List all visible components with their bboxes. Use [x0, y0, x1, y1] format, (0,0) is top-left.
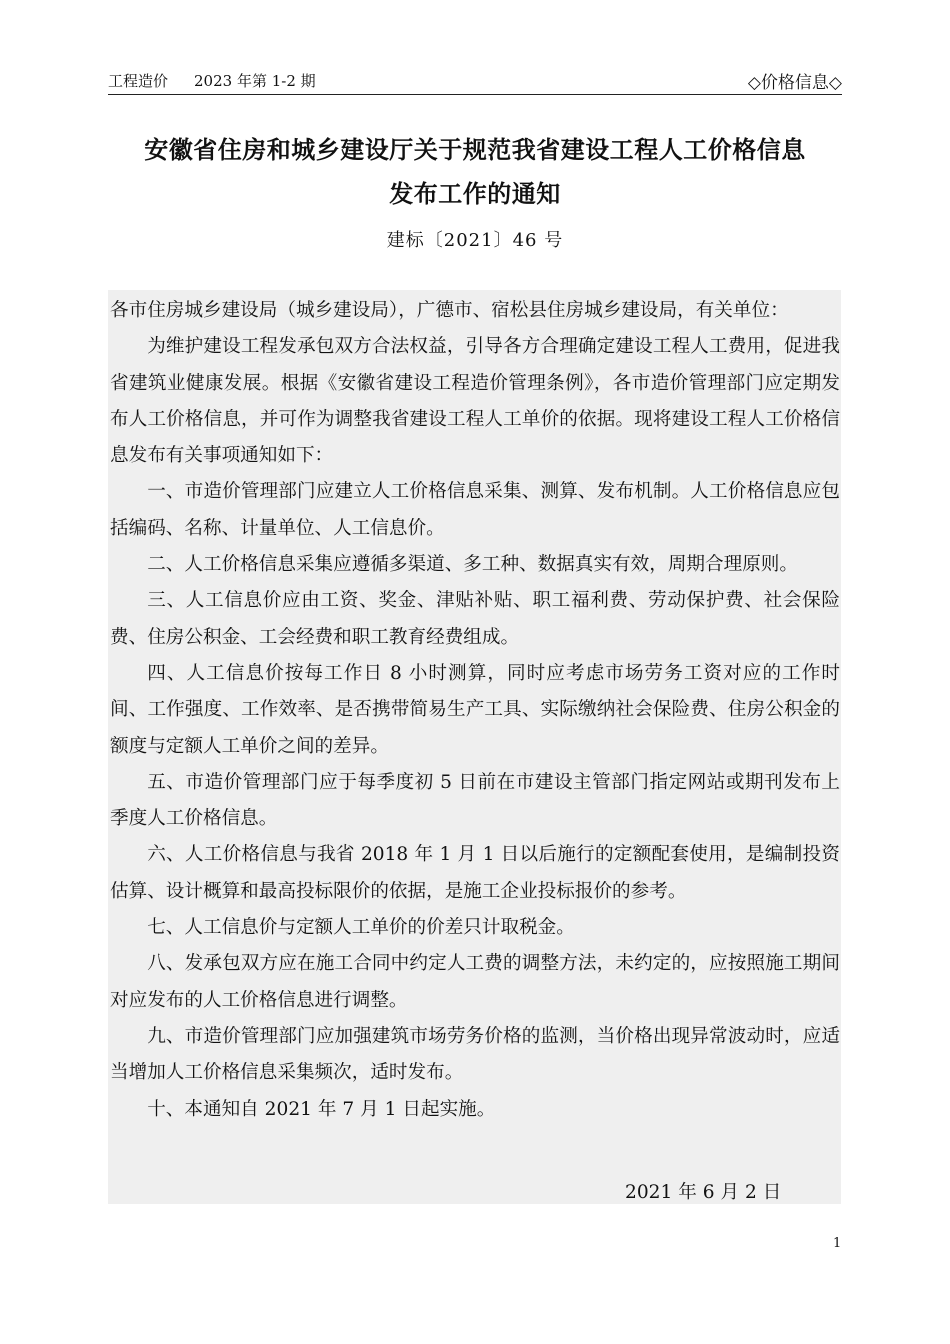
- item-7: 七、人工信息价与定额人工单价的价差只计取税金。: [147, 917, 575, 939]
- issue-date: 2021 年 6 月 2 日: [625, 1182, 782, 1203]
- section-label: ◇价格信息◇: [747, 73, 842, 93]
- document-number: 建标〔2021〕46 号: [386, 230, 564, 251]
- item-3: 三、人工信息价应由工资、奖金、津贴补贴、职工福利费、劳动保护费、社会保险费、住房公积金、工会经费和职工教育经费组成。: [110, 590, 840, 648]
- item-8: 八、发承包双方应在施工合同中约定人工费的调整方法，未约定的，应按照施工期间对应发布的人工价格信息进行调整。: [110, 953, 840, 1011]
- notice-body: [110, 293, 840, 1128]
- item-6: 六、人工价格信息与我省 2018 年 1 月 1 日以后施行的定额配套使用，是编制投资估算、设计概算和最高投标限价的依据，是施工企业投标报价的参考。: [110, 844, 840, 902]
- addressee: 各市住房城乡建设局（城乡建设局），广德市、宿松县住房城乡建设局，有关单位：: [110, 300, 789, 321]
- item-10: 十、本通知自 2021 年 7 月 1 日起实施。: [147, 1098, 496, 1120]
- notice-title: [100, 128, 850, 216]
- item-4: 四、人工信息价按每工作日 8 小时测算，同时应考虑市场劳务工资对应的工作时间、工作强度、工作效率、是否携带简易生产工具、实际缴纳社会保险费、住房公积金的额度与定额人工单价之间的差异。: [110, 662, 840, 757]
- issue-number: 2023 年第 1-2 期: [194, 72, 316, 90]
- title-line-1: 安徽省住房和城乡建设厅关于规范我省建设工程人工价格信息: [144, 136, 806, 164]
- page-header: [108, 68, 842, 95]
- item-1: 一、市造价管理部门应建立人工价格信息采集、测算、发布机制。人工价格信息应包括编码、名称、计量单位、人工信息价。: [110, 481, 840, 539]
- page-number: 1: [833, 1236, 842, 1251]
- item-2: 二、人工价格信息采集应遵循多渠道、多工种、数据真实有效，周期合理原则。: [147, 554, 798, 576]
- title-line-2: 发布工作的通知: [389, 180, 561, 208]
- header-left: [108, 70, 316, 91]
- journal-name: 工程造价: [108, 72, 169, 90]
- item-5: 五、市造价管理部门应于每季度初 5 日前在市建设主管部门指定网站或期刊发布上季度人工价格信息。: [110, 771, 840, 830]
- intro-paragraph: 为维护建设工程发承包双方合法权益，引导各方合理确定建设工程人工费用，促进我省建筑业健康发展。根据《安徽省建设工程造价管理条例》，各市造价管理部门应定期发布人工价格信息，并可作为调整我省建设工程人工单价的依据。现将建设工程人工价格信息发布有关事项通知如下：: [110, 336, 840, 467]
- item-9: 九、市造价管理部门应加强建筑市场劳务价格的监测，当价格出现异常波动时，应适当增加人工价格信息采集频次，适时发布。: [110, 1025, 840, 1084]
